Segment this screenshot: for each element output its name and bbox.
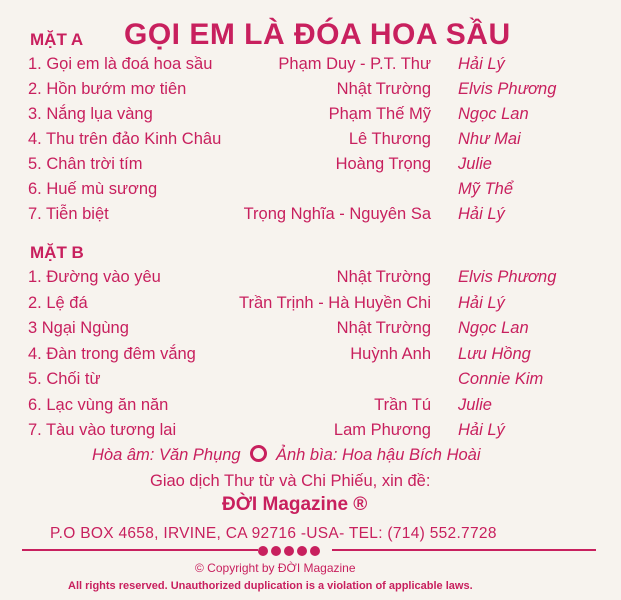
track-row: [0, 294, 621, 320]
track-composer: Phạm Thế Mỹ: [328, 105, 431, 123]
track-row: [0, 421, 621, 447]
credits-line: [92, 445, 481, 465]
mailing-address: P.O BOX 4658, IRVINE, CA 92716 -USA- TEL: (714) 552.7728: [50, 525, 497, 542]
divider-left: [22, 549, 258, 551]
track-singer: Elvis Phương: [458, 80, 557, 98]
divider-dots: [258, 543, 323, 557]
track-singer: Elvis Phương: [458, 268, 557, 286]
track-row: [0, 105, 621, 131]
track-composer: Nhật Trường: [336, 80, 431, 98]
track-singer: Hải Lý: [458, 205, 505, 223]
track-composer: Trọng Nghĩa - Nguyên Sa: [243, 205, 431, 223]
track-title: 6. Huế mù sương: [28, 180, 158, 198]
track-row: [0, 80, 621, 106]
track-row: [0, 396, 621, 422]
track-row: [0, 130, 621, 156]
track-composer: Lê Thương: [348, 130, 431, 148]
track-title: 3. Nắng lụa vàng: [28, 105, 153, 123]
track-title: 7. Tàu vào tương lai: [28, 421, 177, 439]
track-singer: Hải Lý: [458, 55, 505, 73]
track-title: 6. Lạc vùng ăn năn: [28, 395, 169, 414]
track-singer: Hải Lý: [458, 293, 505, 312]
track-title: 2. Hồn bướm mơ tiên: [28, 80, 187, 98]
track-row: [0, 55, 621, 81]
track-composer: Nhật Trường: [336, 319, 431, 337]
track-row: [0, 345, 621, 371]
track-singer: Ngọc Lan: [458, 319, 529, 337]
track-singer: Như Mai: [458, 130, 521, 148]
track-title: 5. Chối từ: [28, 370, 101, 388]
track-composer: Trần Trịnh - Hà Huyền Chi: [239, 293, 431, 312]
contact-line: Giao dịch Thư từ và Chi Phiếu, xin đề:: [150, 472, 431, 490]
track-singer: Julie: [458, 395, 492, 414]
track-row: [0, 370, 621, 396]
track-singer: Hải Lý: [458, 421, 505, 439]
track-row: [0, 205, 621, 231]
track-composer: Lam Phương: [333, 421, 431, 439]
track-composer: Nhật Trường: [336, 268, 431, 286]
track-row: [0, 180, 621, 206]
track-singer: Connie Kim: [458, 370, 544, 388]
track-title: 4. Đàn trong đêm vắng: [28, 344, 196, 363]
album-title: GỌI EM LÀ ĐÓA HOA SẦU: [124, 18, 511, 51]
circle-bullet-icon: [250, 445, 267, 462]
track-row: [0, 155, 621, 181]
track-singer: Lưu Hồng: [458, 344, 531, 363]
track-title: 7. Tiễn biệt: [28, 205, 109, 223]
track-composer: Phạm Duy - P.T. Thư: [278, 55, 431, 73]
side-b-label: MẶT B: [30, 243, 84, 262]
track-row: [0, 319, 621, 345]
cover-photo-credit: Ảnh bìa: Hoa hậu Bích Hoài: [275, 446, 481, 464]
track-composer: Huỳnh Anh: [350, 344, 431, 363]
track-title: 4. Thu trên đảo Kinh Châu: [28, 130, 222, 148]
track-title: 5. Chân trời tím: [28, 155, 143, 173]
track-composer: Trần Tú: [374, 395, 431, 414]
rights-line: All rights reserved. Unauthorized duplication is a violation of applicable laws.: [68, 580, 473, 592]
track-title: 1. Gọi em là đoá hoa sầu: [28, 55, 213, 73]
track-title: 3 Ngại Ngùng: [28, 319, 129, 337]
track-composer: Hoàng Trọng: [335, 155, 431, 173]
magazine-name: ĐỜI Magazine ®: [222, 494, 368, 515]
track-singer: Ngọc Lan: [458, 105, 529, 123]
copyright-line: © Copyright by ĐỜI Magazine: [195, 561, 356, 575]
arrangement-credit: Hòa âm: Văn Phụng: [92, 446, 241, 464]
track-singer: Mỹ Thể: [458, 180, 514, 198]
track-title: 2. Lệ đá: [28, 293, 88, 312]
side-a-label: MẶT A: [30, 30, 84, 49]
track-row: [0, 268, 621, 294]
track-title: 1. Đường vào yêu: [28, 268, 161, 286]
track-singer: Julie: [458, 155, 492, 173]
divider-right: [332, 549, 596, 551]
